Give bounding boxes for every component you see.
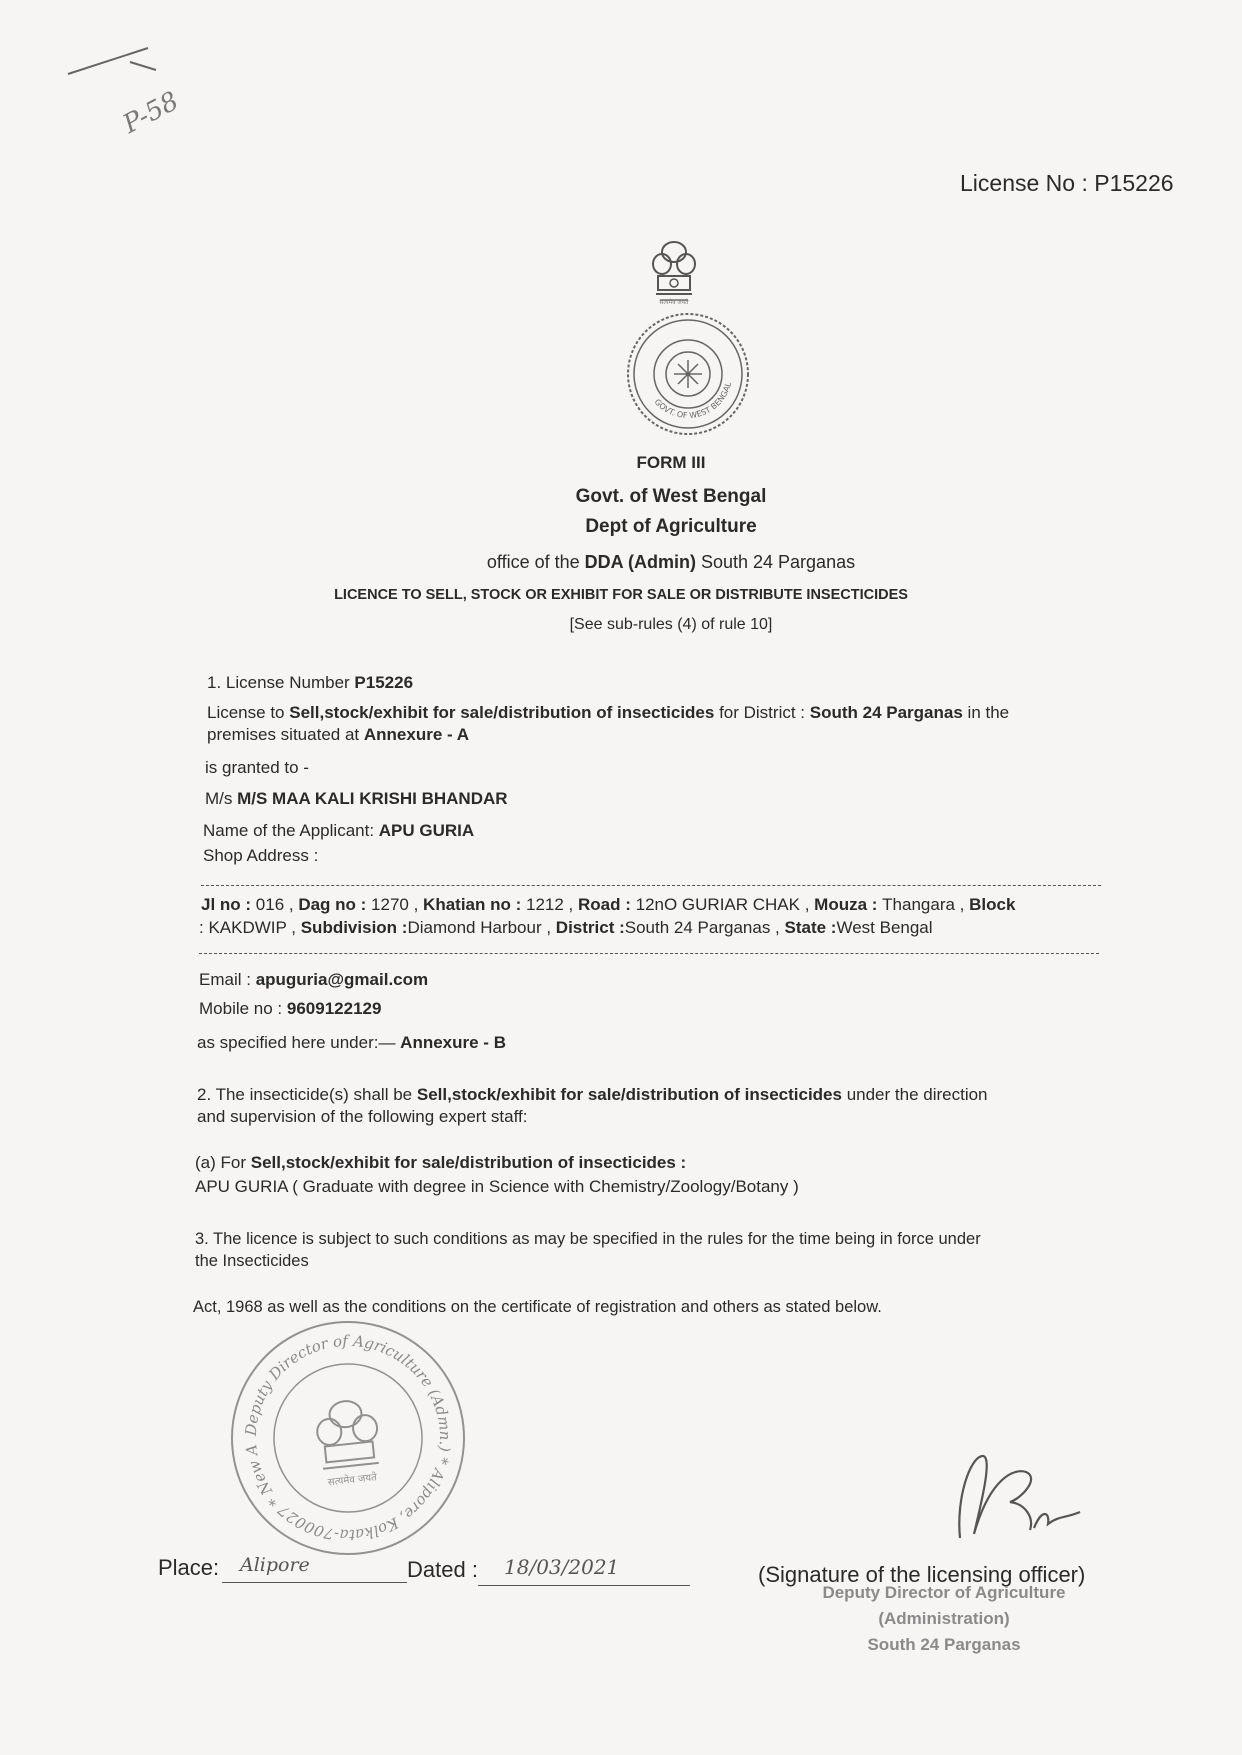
item1-line2-pre: License to [207, 703, 290, 722]
address-line2 [199, 918, 1159, 938]
khatian-value: 1212 , [526, 895, 578, 914]
mobile-value: 9609122129 [286, 999, 382, 1018]
license-number-top: License No : P15226 [960, 170, 1174, 196]
road-value: 12nO GURIAR CHAK , [635, 895, 815, 914]
svg-text:GOVT. OF WEST BENGAL [653, 381, 734, 420]
item2-a-line [195, 1153, 686, 1173]
item2-staff: APU GURIA ( Graduate with degree in Science with Chemistry/Zoology/Botany ) [195, 1177, 799, 1196]
item1-applicant: APU GURIA [378, 821, 475, 840]
item2-pre: 2. The insecticide(s) shall be [197, 1085, 417, 1104]
item1-district: South 24 Parganas [809, 703, 963, 722]
item2-line2: and supervision of the following expert staff: [197, 1107, 528, 1126]
item2-activity: Sell,stock/exhibit for sale/distribution of insecticides [416, 1085, 842, 1104]
item1-annex-a: Annexure - A [363, 725, 470, 744]
email-line [199, 970, 428, 990]
item3-act: Act, 1968 as well as the conditions on the certificate of registration and others as stated below. [193, 1298, 882, 1316]
address-divider-top [201, 885, 1101, 886]
state-label: State : [784, 918, 837, 937]
margin-note: P-58 [118, 86, 184, 140]
item1-granted: is granted to - [205, 758, 309, 777]
licence-title: LICENCE TO SELL, STOCK OR EXHIBIT FOR SALE OR DISTRIBUTE INSECTICIDES [334, 587, 908, 603]
place-value: Alipore [240, 1554, 310, 1576]
office-stamp [216, 1306, 480, 1570]
item3-line1: 3. The licence is subject to such conditions as may be specified in the rules for the time being in force under [195, 1230, 981, 1248]
email-label: Email : [199, 970, 256, 989]
item1-line3-pre: premises situated at [207, 725, 364, 744]
officer-line3: South 24 Parganas [867, 1635, 1021, 1654]
office-pre: office of the [486, 552, 585, 572]
subdivision-label: Subdivision : [300, 918, 408, 937]
jl-value: 016 , [255, 895, 299, 914]
district-label: District : [555, 918, 625, 937]
place-field[interactable] [222, 1556, 407, 1583]
seal-top [626, 312, 750, 436]
mobile-line [199, 999, 381, 1019]
signature-label: (Signature of the licensing officer) [758, 1562, 1086, 1587]
block-label: Block [969, 895, 1016, 914]
spec-pre: as specified here under:— [197, 1033, 401, 1052]
stamp-ring-text: Deputy Director of Agriculture (Admn.) * Alipore, Kolkata-700027 * New Admn. Building, 6th Floor * [216, 1316, 455, 1545]
address-divider-bottom [199, 953, 1099, 954]
item1-shop-label: Shop Address : [203, 846, 319, 865]
item2-a-activity: Sell,stock/exhibit for sale/distribution of insecticides : [250, 1153, 687, 1172]
mouza-value: Thangara , [882, 895, 970, 914]
officer-line1: Deputy Director of Agriculture [822, 1583, 1066, 1602]
jl-label: Jl no : [201, 895, 256, 914]
item1-line2-post: in the [962, 703, 1010, 722]
dag-label: Dag no : [298, 895, 372, 914]
item1-premises-line [207, 725, 469, 745]
form-title: FORM III [636, 453, 706, 472]
signature-icon [930, 1438, 1090, 1548]
item1-ms-pre: M/s [205, 789, 238, 808]
item1-activity: Sell,stock/exhibit for sale/distribution of insecticides [289, 703, 715, 722]
dag-value: 1270 , [371, 895, 424, 914]
item1-firm-name: M/S MAA KALI KRISHI BHANDAR [237, 789, 508, 808]
officer-designation-stamp [784, 1580, 1104, 1658]
mouza-label: Mouza : [814, 895, 883, 914]
item3-line2: the Insecticides [195, 1252, 309, 1270]
dept-title: Dept of Agriculture [585, 516, 757, 537]
office-line [371, 552, 971, 573]
emblem-caption: सत्यमेव जयते [659, 300, 689, 306]
mobile-label: Mobile no : [199, 999, 287, 1018]
place-label: Place: [158, 1555, 220, 1580]
govt-title: Govt. of West Bengal [575, 486, 767, 507]
item1-line2-mid: for District : [714, 703, 810, 722]
state-value: West Bengal [836, 918, 933, 937]
email-value: apuguria@gmail.com [255, 970, 429, 989]
pencil-mark [60, 40, 160, 90]
dated-label: Dated : [407, 1557, 478, 1582]
item2-a-pre: (a) For [195, 1153, 251, 1172]
address-line1 [201, 895, 1161, 915]
office-stamp-icon [216, 1306, 480, 1570]
annexure-b-line [197, 1033, 506, 1053]
item1-license-line [207, 703, 1147, 723]
stamp-motto: सत्यमेव जयते [327, 1472, 378, 1489]
khatian-label: Khatian no : [423, 895, 526, 914]
officer-line2: (Administration) [878, 1609, 1010, 1628]
item2-post: under the direction [841, 1085, 988, 1104]
item1-label: 1. License Number [207, 673, 355, 692]
office-bold: DDA (Admin) [584, 552, 696, 572]
item1-number: P15226 [354, 673, 414, 692]
item2-line1 [197, 1085, 1157, 1105]
item1-applicant-pre: Name of the Applicant: [203, 821, 379, 840]
block-value: : KAKDWIP , [199, 918, 301, 937]
subdivision-value: Diamond Harbour , [407, 918, 556, 937]
item1-license-number [207, 673, 413, 693]
seal-top-ring-text: GOVT. OF WEST BENGAL [652, 381, 734, 421]
annex-b: Annexure - B [400, 1033, 506, 1052]
district-value: South 24 Parganas , [624, 918, 785, 937]
office-post: South 24 Parganas [695, 552, 856, 572]
item1-firm-line [205, 789, 508, 809]
dated-value: 18/03/2021 [504, 1555, 620, 1579]
dated-field[interactable] [478, 1557, 690, 1586]
item1-applicant-line [203, 821, 474, 841]
road-label: Road : [578, 895, 636, 914]
subrule: [See sub-rules (4) of rule 10] [569, 616, 773, 633]
